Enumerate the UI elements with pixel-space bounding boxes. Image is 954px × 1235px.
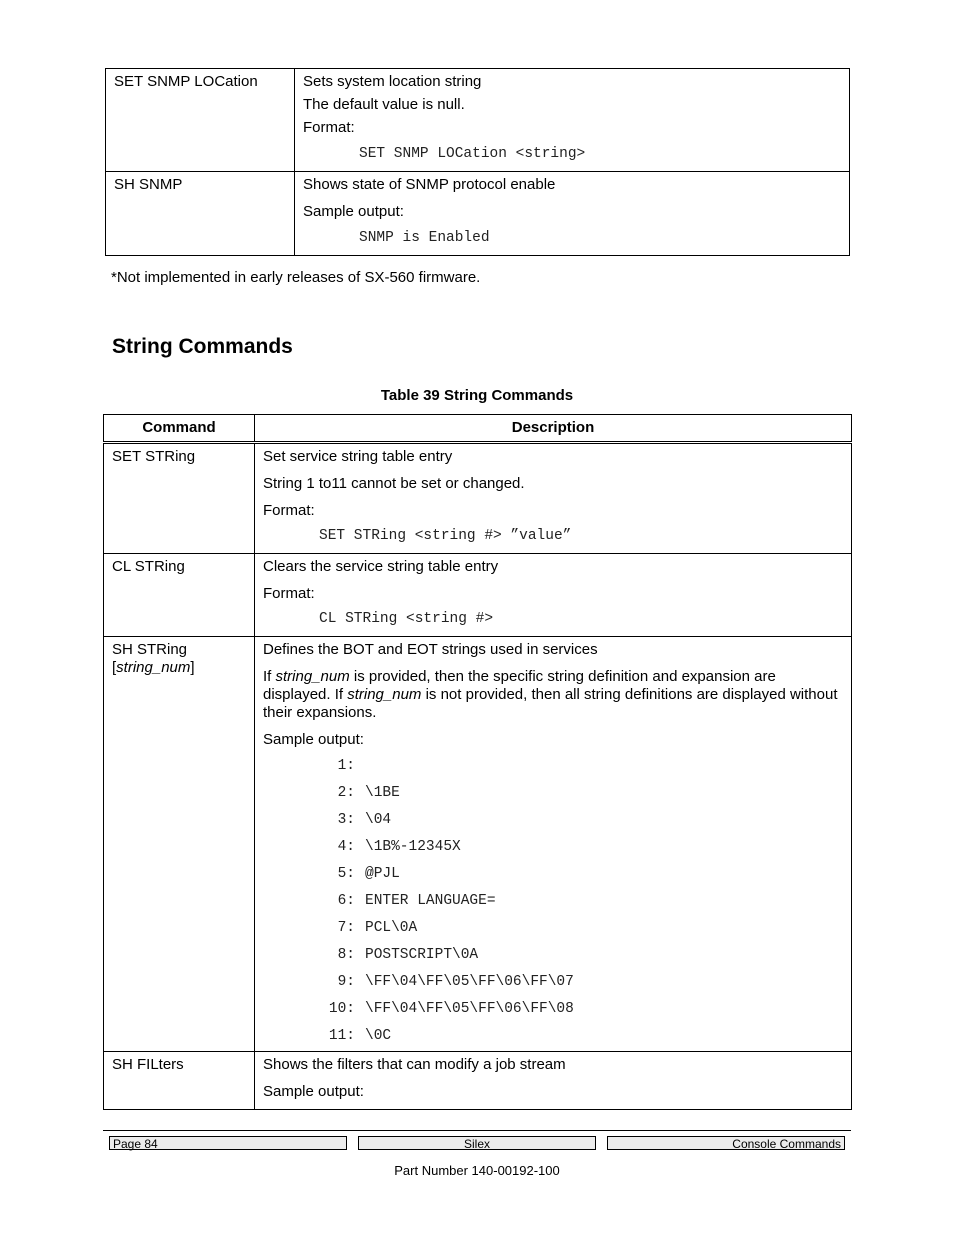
command-name: SH SNMP (114, 176, 183, 193)
description-line: Format: (303, 119, 355, 136)
sample-number: 6: (337, 893, 355, 909)
sample-number: 3: (337, 812, 355, 828)
sample-number: 1: (337, 758, 355, 774)
table-row (106, 69, 850, 172)
sample-line (263, 838, 843, 865)
sample-number: 7: (337, 920, 355, 936)
table-header-row (104, 415, 852, 443)
description-line: Shows the filters that can modify a job stream (263, 1056, 566, 1073)
sample-line (263, 811, 843, 838)
command-cell (106, 172, 295, 256)
command-cell (104, 1052, 255, 1110)
description-line: The default value is null. (303, 96, 465, 113)
description-line: Defines the BOT and EOT strings used in services (263, 641, 598, 658)
footer-page-number: Page 84 (109, 1136, 347, 1150)
sample-number: 4: (337, 839, 355, 855)
description-cell (255, 443, 852, 554)
code-sample: SET SNMP LOCation <string> (359, 146, 586, 162)
sample-number: 8: (337, 947, 355, 963)
bracket-open: [ (112, 659, 117, 676)
string-command-table (103, 414, 852, 1110)
command-name: SET SNMP LOCation (114, 73, 258, 90)
sample-line (263, 865, 843, 892)
command-cell (104, 443, 255, 554)
table-row (104, 1052, 852, 1110)
sample-line (263, 919, 843, 946)
sample-number: 5: (337, 866, 355, 882)
sample-line (263, 892, 843, 919)
footer-rule (103, 1130, 851, 1131)
sample-number: 11: (328, 1028, 355, 1044)
footer-company: Silex (358, 1136, 596, 1150)
description-cell (255, 1052, 852, 1110)
description-line: String 1 to11 cannot be set or changed. (263, 475, 525, 492)
table-row (104, 554, 852, 637)
section-heading: String Commands (112, 335, 293, 358)
description-line: Set service string table entry (263, 448, 453, 465)
argument-name: string_num (347, 686, 422, 703)
code-sample: SNMP is Enabled (359, 230, 490, 246)
sample-value: \04 (365, 812, 392, 828)
header-command: Command (104, 415, 255, 443)
sample-value: \0C (365, 1028, 392, 1044)
description-line: Clears the service string table entry (263, 558, 499, 575)
snmp-command-table (105, 68, 850, 256)
header-description: Description (255, 415, 852, 443)
footer-section: Console Commands (607, 1136, 845, 1150)
command-name: CL STRing (112, 558, 185, 575)
text-run: is not provided, then all string definitions are displayed without their expansions. (263, 686, 838, 721)
sample-number: 10: (328, 1001, 355, 1017)
command-argument (112, 659, 246, 677)
sample-value: PCL\0A (365, 920, 418, 936)
description-cell (255, 637, 852, 1052)
description-line: Format: (263, 502, 315, 519)
description-line: Sample output: (263, 1083, 364, 1100)
command-name: SH STRing (112, 641, 188, 658)
sample-value: @PJL (365, 866, 400, 882)
footer-part-number: Part Number 140-00192-100 (394, 1163, 560, 1178)
argument-name: string_num (275, 668, 350, 685)
sample-number: 2: (337, 785, 355, 801)
command-cell (104, 637, 255, 1052)
sample-value: \1B%-12345X (365, 839, 461, 855)
description-line: Sample output: (303, 203, 404, 220)
sample-line (263, 973, 843, 1000)
description-paragraph (263, 668, 843, 722)
code-sample: SET STRing <string #> ”value” (319, 528, 572, 544)
sample-line (263, 757, 843, 784)
sample-value: POSTSCRIPT\0A (365, 947, 479, 963)
sample-number: 9: (337, 974, 355, 990)
table-caption: Table 39 String Commands (380, 387, 574, 404)
table-row (104, 637, 852, 1052)
command-name: SH FILters (112, 1056, 184, 1073)
description-cell (295, 69, 850, 172)
command-cell (104, 554, 255, 637)
description-cell (295, 172, 850, 256)
sample-value: ENTER LANGUAGE= (365, 893, 496, 909)
bracket-close: ] (190, 659, 195, 676)
sample-value: \1BE (365, 785, 400, 801)
sample-output-list (263, 757, 843, 1047)
sample-value (355, 758, 365, 774)
text-run: If (263, 668, 276, 685)
sample-line (263, 1000, 843, 1027)
description-line: Shows state of SNMP protocol enable (303, 176, 556, 193)
description-line: Format: (263, 585, 315, 602)
sample-line (263, 946, 843, 973)
description-line: Sample output: (263, 731, 364, 748)
table-row (104, 443, 852, 554)
description-line: Sets system location string (303, 73, 482, 90)
argument-name: string_num (116, 659, 191, 676)
sample-value: \FF\04\FF\05\FF\06\FF\08 (365, 1001, 574, 1017)
command-cell (106, 69, 295, 172)
sample-value: \FF\04\FF\05\FF\06\FF\07 (365, 974, 574, 990)
table-row (106, 172, 850, 256)
sample-line (263, 1027, 843, 1047)
text-run: is provided, then the specific string definition and expansion are displayed. If (263, 668, 776, 703)
footnote: *Not implemented in early releases of SX-560 firmware. (111, 269, 481, 286)
sample-line (263, 784, 843, 811)
command-name: SET STRing (112, 448, 196, 465)
code-sample: CL STRing <string #> (319, 611, 494, 627)
description-cell (255, 554, 852, 637)
